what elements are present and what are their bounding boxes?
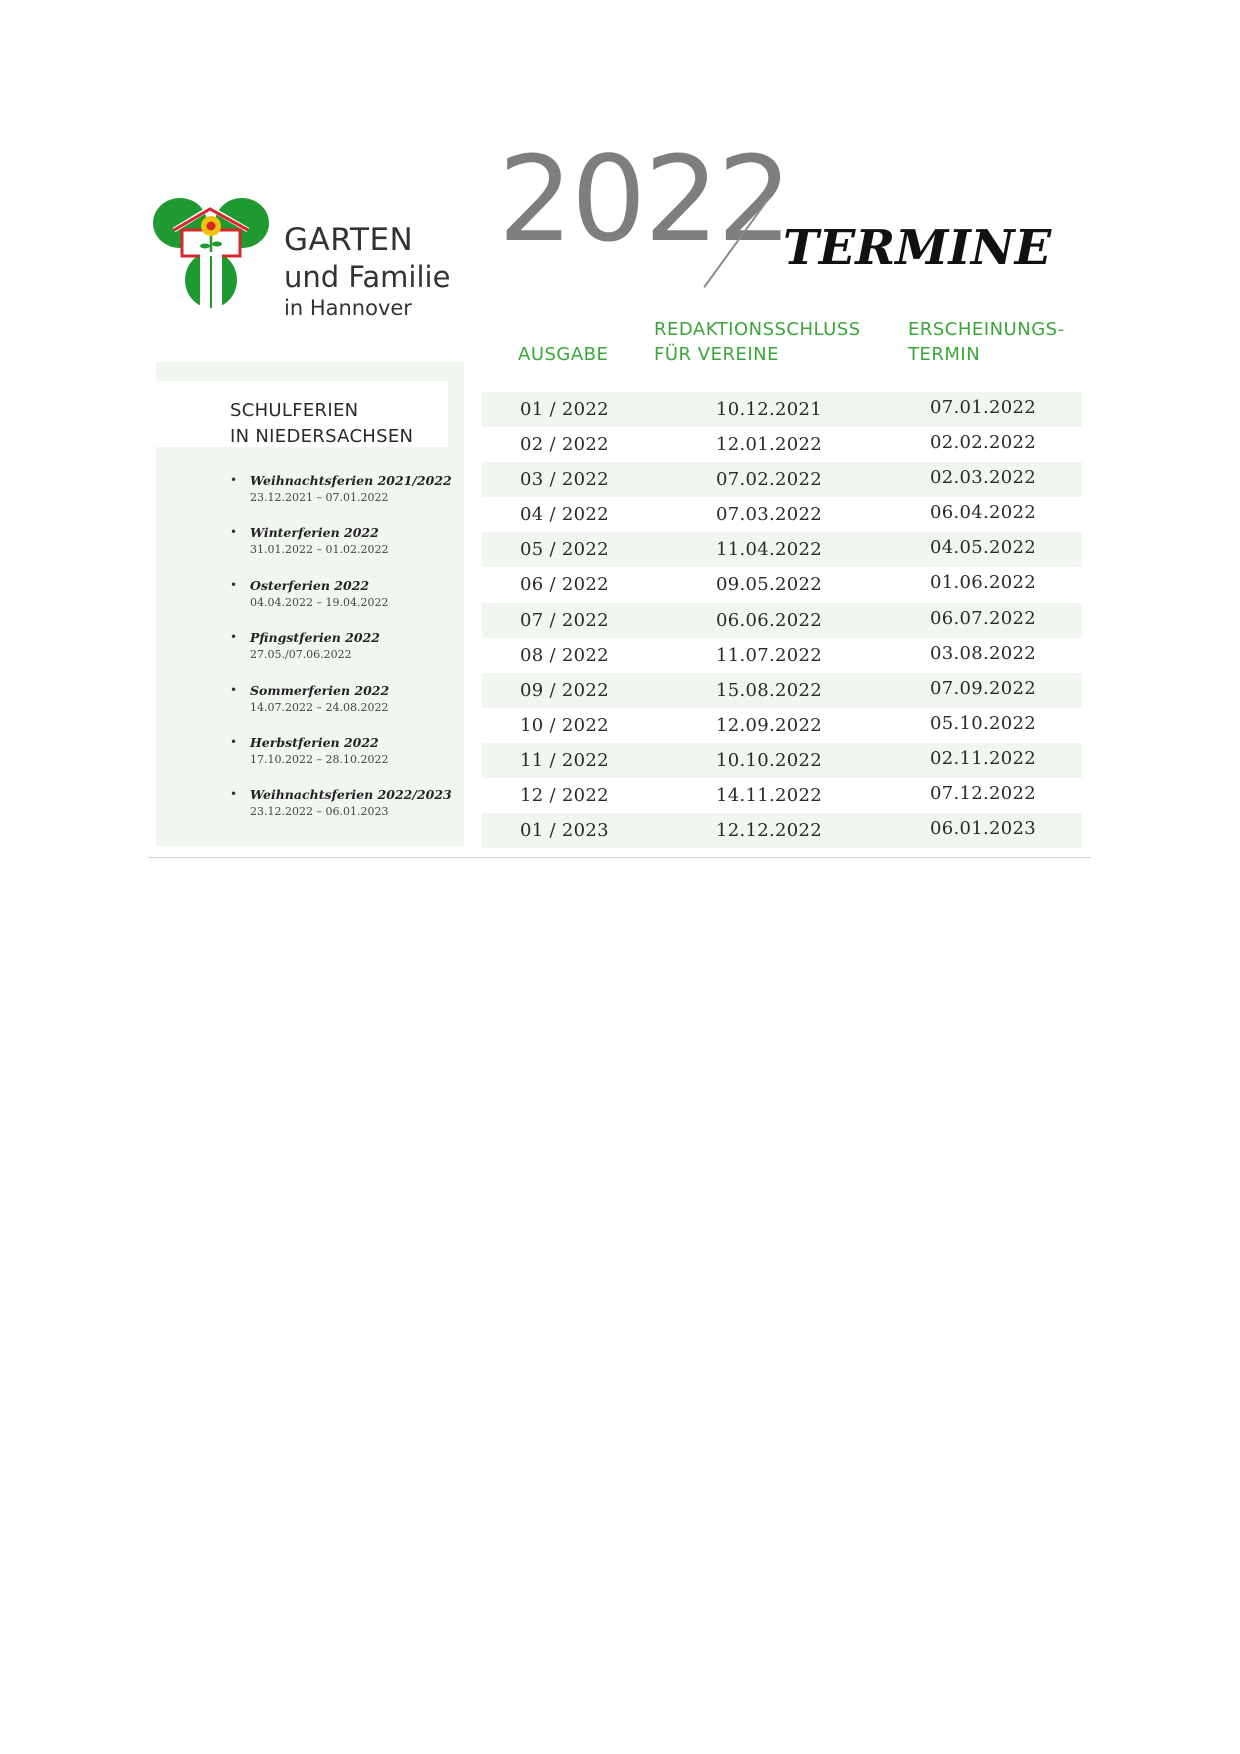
table-row [482,708,1082,743]
cell-ausgabe: 04 / 2022 [520,504,609,526]
table-row [482,743,1082,778]
holiday-item [228,786,452,838]
cell-erscheinung: 04.05.2022 [930,537,1037,559]
table-row [482,497,1082,532]
cell-ausgabe: 12 / 2022 [520,785,609,807]
holiday-dates: 17.10.2022 – 28.10.2022 [250,752,389,766]
table-row [482,462,1082,497]
bullet-icon: • [230,577,238,592]
bullet-icon: • [230,630,238,645]
table-row [482,392,1082,427]
cell-redaktion: 07.03.2022 [716,504,823,526]
cell-erscheinung: 01.06.2022 [930,572,1037,594]
holiday-item [228,577,448,629]
bottom-divider [148,857,1091,858]
logo-line-familie: und Familie [284,260,451,294]
cell-redaktion: 12.01.2022 [716,434,823,456]
cell-ausgabe: 05 / 2022 [520,539,609,561]
table-row [482,813,1082,848]
bullet-icon: • [230,734,238,749]
holiday-item [228,629,448,681]
cell-redaktion: 12.09.2022 [716,714,823,736]
cell-redaktion: 14.11.2022 [716,785,823,807]
cell-erscheinung: 05.10.2022 [930,712,1037,734]
cell-ausgabe: 01 / 2022 [520,399,609,420]
logo-line-hannover: in Hannover [284,296,412,320]
cell-erscheinung: 07.12.2022 [930,783,1037,805]
headline-year: 2022 [498,130,791,268]
table-row [482,673,1082,708]
cell-redaktion: 07.02.2022 [716,469,823,491]
column-header-erscheinung-line2: TERMIN [908,344,981,365]
cell-redaktion: 11.04.2022 [716,539,823,561]
holiday-item [228,682,448,734]
cell-erscheinung: 07.01.2022 [930,397,1037,418]
table-row [482,603,1082,638]
table-row [482,567,1082,602]
schulferien-title [230,398,413,450]
bullet-icon: • [230,473,238,487]
table-row [482,778,1082,813]
schulferien-title-line1: SCHULFERIEN [230,400,359,421]
cell-ausgabe: 07 / 2022 [520,609,609,631]
cell-redaktion: 12.12.2022 [716,820,823,842]
cell-redaktion: 10.12.2021 [716,399,823,420]
holiday-name: Sommerferien 2022 [250,682,390,698]
logo [150,192,470,332]
column-header-ausgabe-text: AUSGABE [518,344,609,365]
garden-house-logo-icon [150,192,272,308]
cell-erscheinung: 02.02.2022 [930,432,1037,454]
cell-ausgabe: 02 / 2022 [520,434,609,456]
holiday-name: Herbstferien 2022 [250,734,379,750]
cell-ausgabe: 03 / 2022 [520,469,609,491]
schedule-table [482,392,1082,848]
cell-erscheinung: 06.07.2022 [930,607,1037,629]
cell-erscheinung: 02.11.2022 [930,747,1037,769]
holiday-dates: 27.05./07.06.2022 [250,648,352,662]
cell-redaktion: 06.06.2022 [716,609,823,631]
cell-ausgabe: 01 / 2023 [520,820,609,842]
cell-erscheinung: 06.04.2022 [930,502,1037,524]
cell-redaktion: 11.07.2022 [716,644,823,666]
holiday-dates: 04.04.2022 – 19.04.2022 [250,595,389,609]
column-header-redaktion [654,317,861,367]
column-header-redaktion-line2: FÜR VEREINE [654,344,779,365]
cell-ausgabe: 06 / 2022 [520,574,609,596]
cell-ausgabe: 10 / 2022 [520,714,609,736]
headline-termine: TERMINE [783,220,1052,276]
holiday-dates: 23.12.2021 – 07.01.2022 [250,491,389,504]
cell-redaktion: 10.10.2022 [716,749,823,771]
table-row [482,638,1082,673]
cell-erscheinung: 06.01.2023 [930,818,1037,840]
cell-ausgabe: 08 / 2022 [520,644,609,666]
cell-redaktion: 09.05.2022 [716,574,823,596]
holiday-list [228,472,452,839]
holiday-name: Winterferien 2022 [250,525,379,541]
holiday-item [228,472,452,524]
holiday-dates: 14.07.2022 – 24.08.2022 [250,700,389,714]
cell-ausgabe: 09 / 2022 [520,679,609,701]
bullet-icon: • [230,682,238,697]
cell-erscheinung: 02.03.2022 [930,467,1037,489]
logo-line-garten: GARTEN [284,222,414,258]
table-row [482,427,1082,462]
holiday-dates: 31.01.2022 – 01.02.2022 [250,543,389,557]
holiday-name: Osterferien 2022 [250,577,370,593]
cell-erscheinung: 07.09.2022 [930,677,1037,699]
holiday-name: Pfingstferien 2022 [250,630,380,646]
table-row [482,532,1082,567]
cell-redaktion: 15.08.2022 [716,679,823,701]
holiday-name: Weihnachtsferien 2022/2023 [250,787,452,803]
column-header-redaktion-line1: REDAKTIONSSCHLUSS [654,319,861,340]
column-header-erscheinung [908,317,1065,367]
cell-ausgabe: 11 / 2022 [520,749,609,771]
cell-erscheinung: 03.08.2022 [930,642,1037,664]
column-header-erscheinung-line1: ERSCHEINUNGS- [908,319,1065,340]
column-header-ausgabe [518,342,608,367]
holiday-dates: 23.12.2022 – 06.01.2023 [250,805,389,819]
holiday-name: Weihnachtsferien 2021/2022 [250,473,452,488]
holiday-item [228,734,448,786]
schulferien-title-line2: IN NIEDERSACHSEN [230,426,414,447]
bullet-icon: • [230,787,238,802]
holiday-item [228,524,448,576]
bullet-icon: • [230,525,238,540]
